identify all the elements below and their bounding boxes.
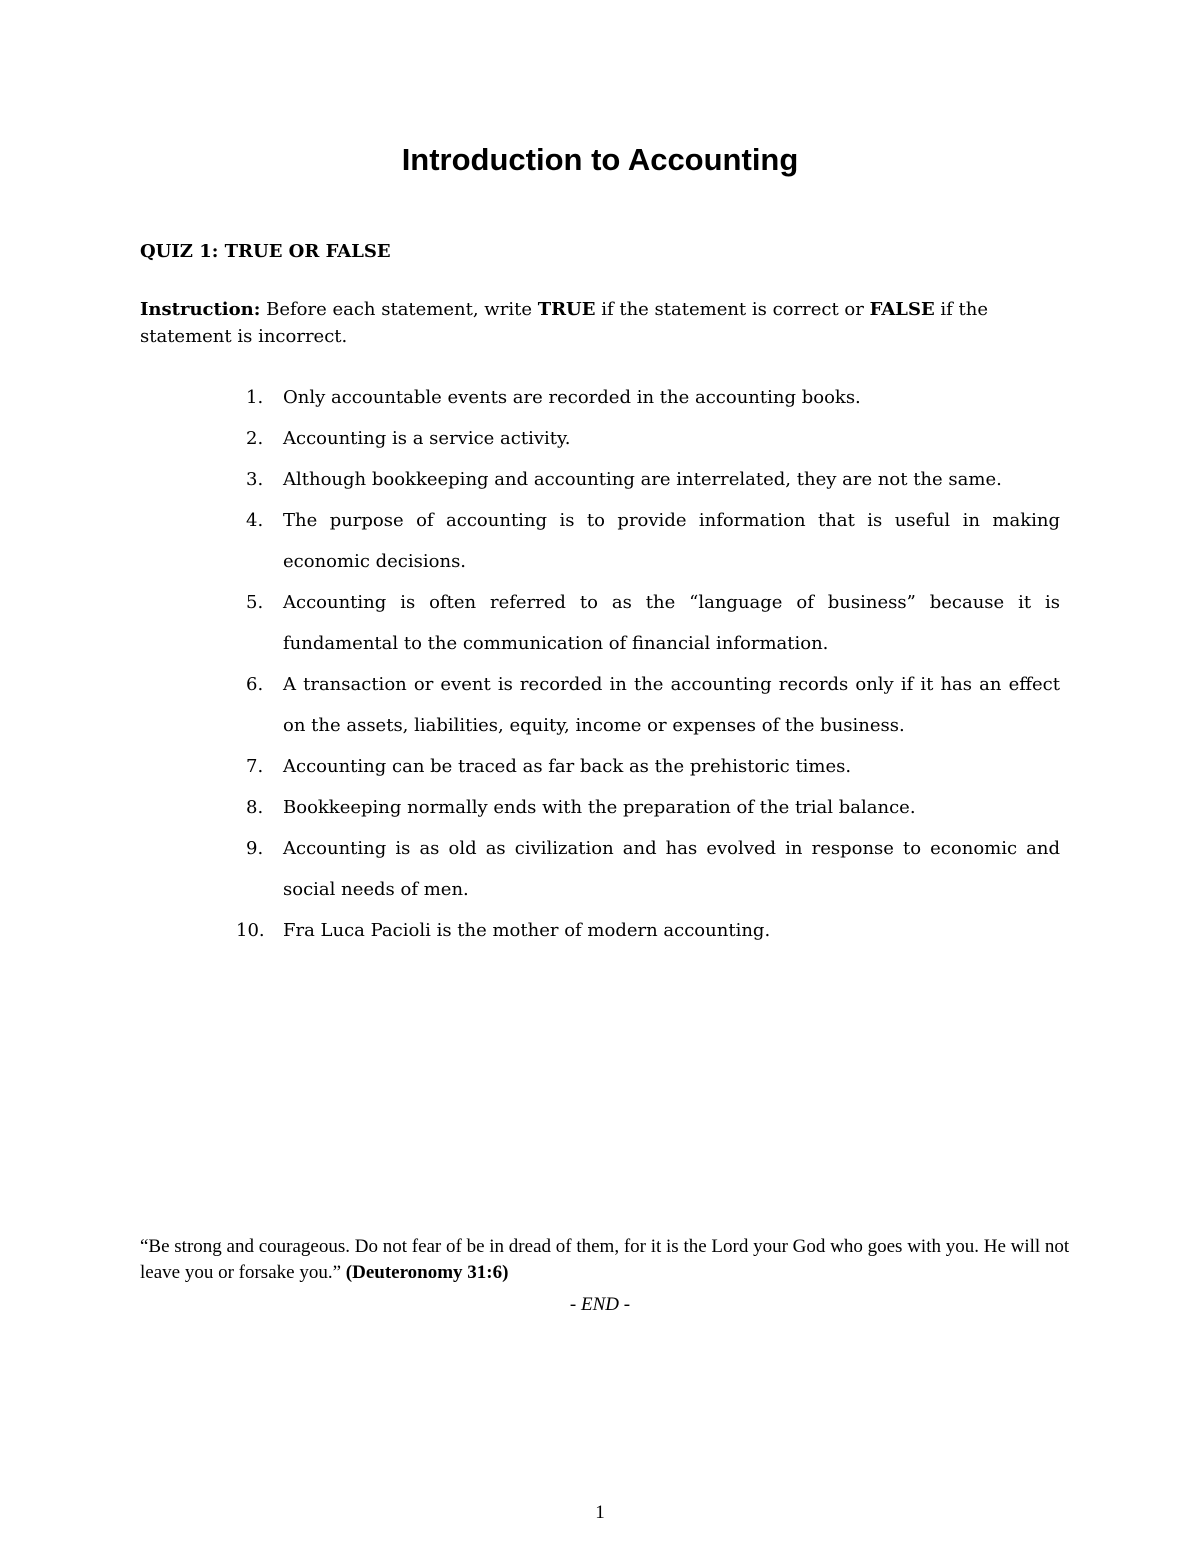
statement-number: 10. — [236, 920, 265, 941]
statement-number: 6. — [246, 674, 264, 695]
statement-number: 8. — [246, 797, 264, 818]
statement-text: Accounting can be traced as far back as the prehistoric times. — [283, 756, 852, 777]
statement-number: 1. — [246, 387, 264, 408]
statement-number: 4. — [246, 510, 264, 531]
statement-number: 7. — [246, 756, 264, 777]
statement-item — [240, 500, 1060, 582]
quiz-heading: QUIZ 1: TRUE OR FALSE — [140, 241, 391, 262]
end-marker: - END - — [569, 1294, 631, 1315]
statement-item — [236, 910, 1060, 951]
statement-item — [240, 828, 1060, 910]
statement-text: The purpose of accounting is to provide information that is useful in making economic decisions. — [283, 510, 1060, 572]
statement-item — [240, 664, 1060, 746]
statement-item — [240, 582, 1060, 664]
page-number: 1 — [595, 1502, 605, 1523]
statement-text: Fra Luca Pacioli is the mother of modern accounting. — [283, 920, 771, 941]
statement-text: Only accountable events are recorded in the accounting books. — [283, 387, 861, 408]
bible-quote — [140, 1234, 1070, 1286]
statement-number: 5. — [246, 592, 264, 613]
statement-item — [240, 746, 1060, 787]
instruction-text-3: if the statement is incorrect. — [140, 299, 989, 347]
false-word: FALSE — [869, 299, 935, 320]
statement-text: Bookkeeping normally ends with the preparation of the trial balance. — [283, 797, 916, 818]
statement-number: 2. — [246, 428, 264, 449]
statement-text: Accounting is as old as civilization and has evolved in response to economic and social needs of men. — [283, 838, 1060, 900]
statement-item — [240, 787, 1060, 828]
instruction-paragraph — [140, 296, 1060, 350]
quote-reference: (Deuteronomy 31:6) — [345, 1262, 509, 1283]
instruction-text-2: if the statement is correct or — [595, 299, 870, 320]
statement-number: 3. — [246, 469, 264, 490]
statement-item — [240, 377, 1060, 418]
statement-item — [240, 418, 1060, 459]
document-title: Introduction to Accounting — [401, 142, 799, 177]
true-word: TRUE — [537, 299, 596, 320]
statement-list — [236, 377, 1060, 951]
statement-text: A transaction or event is recorded in the accounting records only if it has an effect on the assets, liabilities, equity, income or expenses of the business. — [283, 674, 1060, 736]
statement-number: 9. — [246, 838, 264, 859]
statement-text: Although bookkeeping and accounting are interrelated, they are not the same. — [283, 469, 1002, 490]
instruction-label: Instruction: — [140, 299, 261, 320]
instruction-text-1: Before each statement, write — [260, 299, 538, 320]
statement-text: Accounting is a service activity. — [283, 428, 571, 449]
statement-text: Accounting is often referred to as the “language of business” because it is fundamental to the communication of financial information. — [283, 592, 1060, 654]
statement-item — [240, 459, 1060, 500]
quote-text: “Be strong and courageous. Do not fear of be in dread of them, for it is the Lord your God who goes with you. He will not leave you or forsake you.” — [140, 1236, 1070, 1283]
